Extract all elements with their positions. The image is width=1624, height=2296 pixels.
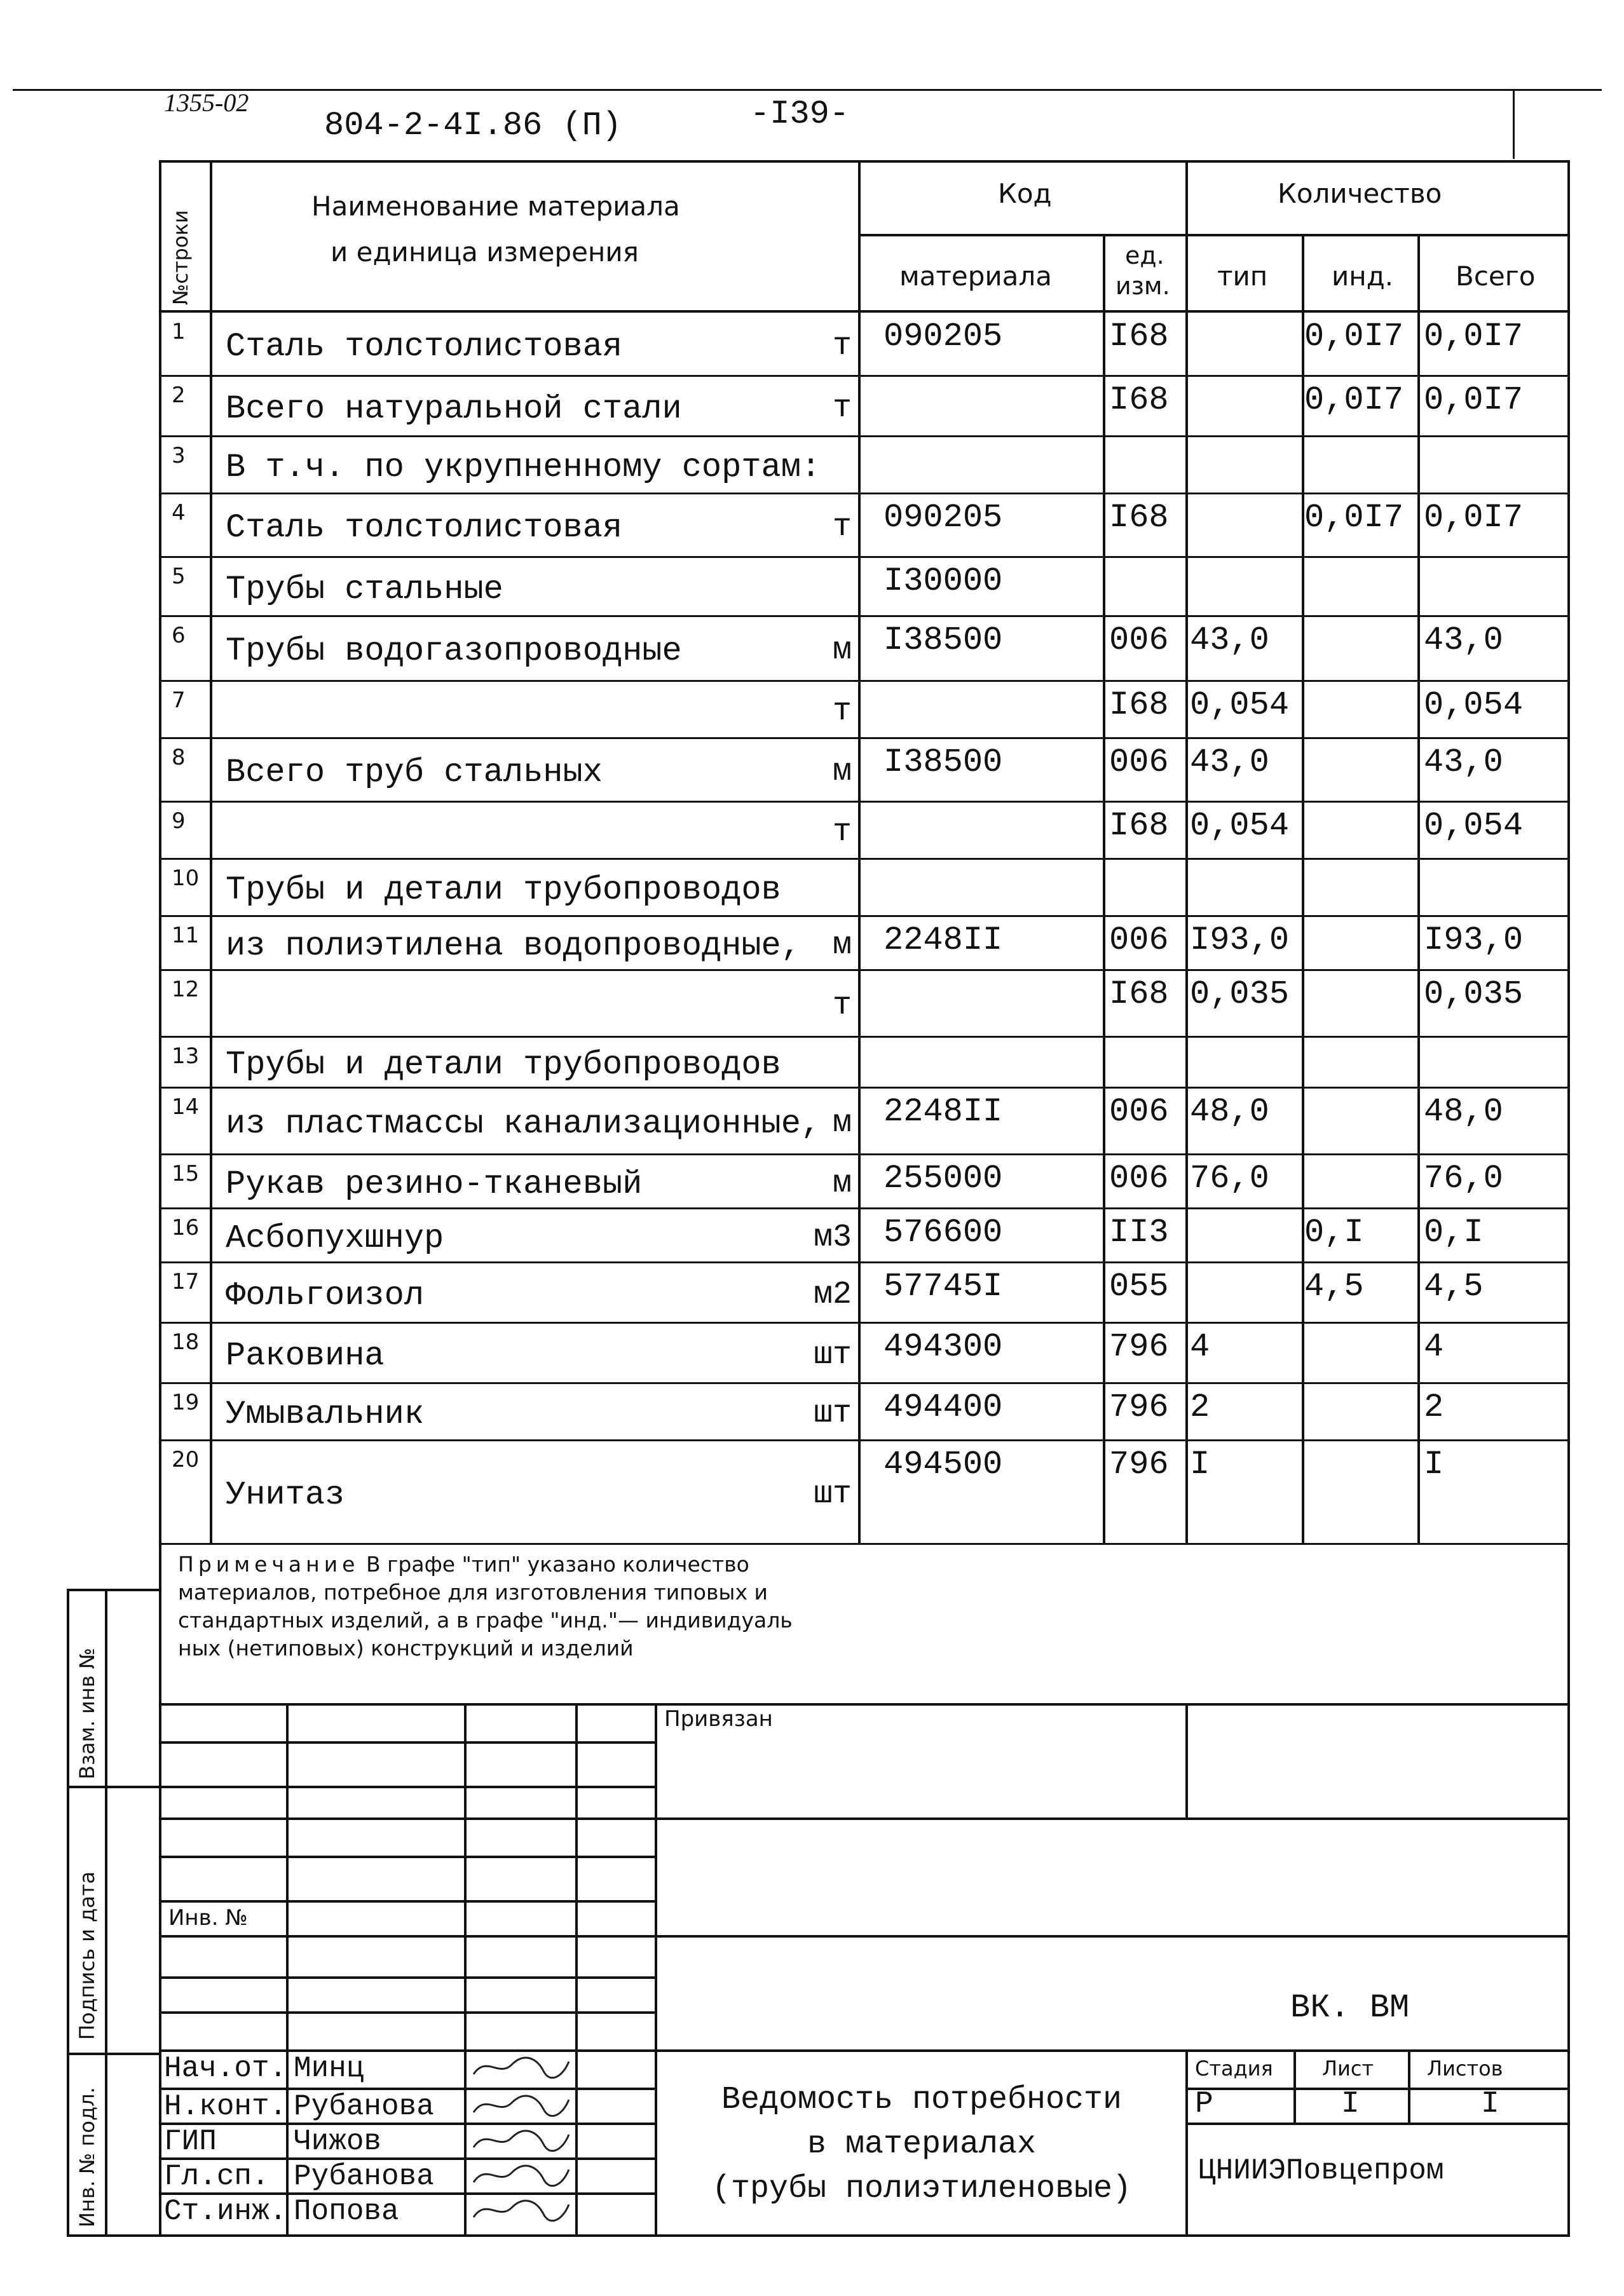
row-unit: м xyxy=(832,632,852,669)
row-name: Трубы водогазопроводные xyxy=(226,632,682,670)
row-code: 2248II xyxy=(884,921,1003,959)
row-number: 2 xyxy=(172,383,186,408)
row-code: 2248II xyxy=(884,1093,1003,1131)
row-unit: т xyxy=(832,987,852,1024)
header-name-line1: Наименование материала xyxy=(311,191,680,222)
row-divider xyxy=(159,615,1570,617)
handwritten-signature xyxy=(467,2090,575,2122)
row-qty-tip: 4 xyxy=(1190,1328,1210,1366)
side-label-vzam: Взам. инв № xyxy=(75,1647,99,1779)
row-divider xyxy=(159,1087,1570,1089)
row-qty-ind: 0,0I7 xyxy=(1304,318,1404,355)
header-name-line2: и единица измерения xyxy=(331,236,639,268)
row-name: из полиэтилена водопроводные, xyxy=(226,927,801,965)
note-bottom-line xyxy=(159,1703,1570,1706)
row-number: 12 xyxy=(172,977,200,1002)
row-divider xyxy=(159,1543,1570,1545)
row-number: 13 xyxy=(172,1043,200,1069)
row-unit-code: 796 xyxy=(1109,1328,1169,1366)
signature-name: Чижов xyxy=(294,2125,382,2158)
row-number: 17 xyxy=(172,1269,200,1294)
side-strip-line-2 xyxy=(67,2053,161,2055)
header-qty-total: Всего xyxy=(1456,261,1536,292)
row-code: 57745I xyxy=(884,1268,1003,1305)
row-unit-code: 006 xyxy=(1109,1093,1169,1131)
row-name: Рукав резино-тканевый xyxy=(226,1165,643,1203)
header-row-number: №строки xyxy=(168,210,193,305)
row-qty-total: 48,0 xyxy=(1424,1093,1503,1131)
row-qty-tip: 0,054 xyxy=(1190,807,1290,845)
stamp-row-5 xyxy=(159,1900,655,1903)
header-subline xyxy=(858,234,1570,236)
signature-name: Минц xyxy=(294,2052,364,2085)
row-number: 16 xyxy=(172,1215,200,1240)
row-qty-total: 43,0 xyxy=(1424,744,1503,781)
row-number: 15 xyxy=(172,1161,200,1186)
header-code-material: материала xyxy=(899,261,1053,292)
stamp-row-3 xyxy=(159,1817,1570,1820)
row-code: I30000 xyxy=(884,562,1003,600)
row-divider xyxy=(159,1153,1570,1155)
note-line2: материалов, потребное для изготовления типовых и xyxy=(178,1580,768,1605)
row-number: 5 xyxy=(172,564,186,589)
document-title xyxy=(658,2078,1185,2211)
row-qty-tip: 2 xyxy=(1190,1389,1210,1426)
row-divider xyxy=(159,915,1570,917)
row-code: 576600 xyxy=(884,1214,1003,1251)
stamp-row-4 xyxy=(159,1856,655,1858)
row-qty-tip: 0,035 xyxy=(1190,975,1290,1013)
row-divider xyxy=(159,1036,1570,1038)
row-qty-total: 0,0I7 xyxy=(1424,318,1524,355)
row-divider xyxy=(159,680,1570,682)
row-unit-code: 006 xyxy=(1109,921,1169,959)
row-divider xyxy=(159,858,1570,860)
row-unit-code: II3 xyxy=(1109,1214,1169,1251)
row-code: 494300 xyxy=(884,1328,1003,1366)
row-code: 090205 xyxy=(884,499,1003,536)
side-strip-left xyxy=(67,1589,69,2237)
col-num-divider xyxy=(210,160,212,1543)
stamp-col-3 xyxy=(575,1703,578,2234)
page-number: -I39- xyxy=(750,95,850,133)
row-qty-ind: 4,5 xyxy=(1304,1268,1364,1305)
note-lead: Примечание xyxy=(178,1552,360,1577)
row-name: В т.ч. по укрупненному сортам: xyxy=(226,449,821,486)
row-divider xyxy=(159,969,1570,971)
row-qty-total: 0,035 xyxy=(1424,975,1524,1013)
stamp-col-2 xyxy=(464,1703,467,2234)
row-name: Раковина xyxy=(226,1336,385,1375)
row-name: Всего натуральной стали xyxy=(226,390,682,428)
stage-row-line-1 xyxy=(1185,2088,1570,2090)
row-unit: м xyxy=(832,1104,852,1141)
row-name: Трубы и детали трубопроводов xyxy=(226,871,781,909)
signature-name: Рубанова xyxy=(294,2090,434,2123)
row-qty-tip: I xyxy=(1190,1446,1210,1483)
row-qty-total: 0,054 xyxy=(1424,686,1524,724)
stage-value: Р xyxy=(1195,2087,1213,2121)
handwritten-number: 1355-02 xyxy=(164,88,249,117)
row-number: 11 xyxy=(172,923,200,948)
row-qty-tip: 43,0 xyxy=(1190,744,1269,781)
stamp-row-9 xyxy=(159,2049,1570,2052)
row-name: из пластмассы канализационные, xyxy=(226,1104,821,1143)
row-unit: м3 xyxy=(813,1219,852,1256)
row-name: Унитаз xyxy=(226,1476,345,1514)
handwritten-signature xyxy=(467,2052,575,2084)
row-unit: м xyxy=(832,927,852,963)
stamp-left-border xyxy=(159,1543,161,2237)
row-unit-code: 055 xyxy=(1109,1268,1169,1305)
row-unit-code: I68 xyxy=(1109,499,1169,536)
row-number: 4 xyxy=(172,500,186,526)
stamp-row-6 xyxy=(159,1935,1570,1938)
row-number: 20 xyxy=(172,1447,200,1472)
row-unit-code: 796 xyxy=(1109,1389,1169,1426)
row-number: 10 xyxy=(172,866,200,891)
stage-col-1 xyxy=(1293,2049,1296,2123)
side-strip-divider xyxy=(105,1589,107,2237)
row-code: I38500 xyxy=(884,744,1003,781)
row-qty-total: 2 xyxy=(1424,1389,1444,1426)
row-unit: т xyxy=(832,509,852,545)
row-qty-total: 4 xyxy=(1424,1328,1444,1366)
stage-label: Стадия xyxy=(1195,2056,1273,2081)
row-qty-total: 43,0 xyxy=(1424,622,1503,659)
row-unit: т xyxy=(832,693,852,730)
organization: ЦНИИЭПовцепром xyxy=(1198,2154,1444,2187)
row-code: I38500 xyxy=(884,622,1003,659)
row-qty-ind: 0,0I7 xyxy=(1304,499,1404,536)
row-divider xyxy=(159,556,1570,558)
row-unit: т xyxy=(832,390,852,426)
signature-name: Попова xyxy=(294,2195,399,2228)
side-label-inv: Инв. № подл. xyxy=(75,2087,99,2227)
document-mark: ВК. ВМ xyxy=(1290,1989,1410,2027)
row-qty-ind: 0,0I7 xyxy=(1304,381,1404,419)
row-qty-tip: 0,054 xyxy=(1190,686,1290,724)
row-number: 8 xyxy=(172,745,186,770)
top-right-line xyxy=(1513,89,1515,159)
row-qty-ind: 0,I xyxy=(1304,1214,1364,1251)
row-qty-tip: 43,0 xyxy=(1190,622,1269,659)
row-unit: т xyxy=(832,328,852,364)
row-unit: шт xyxy=(813,1476,852,1512)
note-line4: ных (нетиповых) конструкций и изделий xyxy=(178,1636,634,1661)
stage-col-2 xyxy=(1408,2049,1410,2123)
title-line3: (трубы полиэтиленовые) xyxy=(711,2171,1132,2207)
note-block xyxy=(178,1551,1259,1662)
signature-role: ГИП xyxy=(164,2125,217,2158)
col-tip-divider xyxy=(1302,234,1304,1543)
row-unit-code: 006 xyxy=(1109,1160,1169,1197)
signature-name: Рубанова xyxy=(294,2160,434,2193)
row-divider xyxy=(159,1322,1570,1324)
row-divider xyxy=(159,737,1570,739)
row-qty-tip: 48,0 xyxy=(1190,1093,1269,1131)
row-divider xyxy=(159,375,1570,377)
table-right-border xyxy=(1567,160,1570,1543)
side-label-podpis: Подпись и дата xyxy=(75,1871,99,2040)
row-name: Фольгоизол xyxy=(226,1276,425,1314)
row-unit-code: I68 xyxy=(1109,318,1169,355)
stamp-right-border xyxy=(1567,1543,1570,2237)
row-divider xyxy=(159,1261,1570,1263)
col-name-divider xyxy=(858,160,861,1543)
row-number: 9 xyxy=(172,808,186,834)
table-left-border xyxy=(159,160,161,1543)
row-name: Всего труб стальных xyxy=(226,754,603,791)
row-number: 14 xyxy=(172,1094,200,1120)
row-qty-total: 0,I xyxy=(1424,1214,1484,1251)
row-qty-total: 76,0 xyxy=(1424,1160,1503,1197)
row-divider xyxy=(159,801,1570,803)
note-line3: стандартных изделий, а в графе "инд."— индивидуаль xyxy=(178,1608,793,1633)
stamp-col-6 xyxy=(1185,2049,1188,2234)
row-unit-code: I68 xyxy=(1109,807,1169,845)
row-code: 494500 xyxy=(884,1446,1003,1483)
row-unit: м xyxy=(832,754,852,790)
stamp-row-2 xyxy=(159,1786,655,1788)
stamp-row-8 xyxy=(159,2011,655,2014)
stamp-col-1 xyxy=(286,1703,289,2234)
row-name: Трубы стальные xyxy=(226,570,503,608)
row-divider xyxy=(159,1382,1570,1384)
row-unit-code: I68 xyxy=(1109,381,1169,419)
row-code: 255000 xyxy=(884,1160,1003,1197)
row-name: Умывальник xyxy=(226,1396,425,1433)
table-top-border xyxy=(159,160,1570,163)
row-name: Асбопухшнур xyxy=(226,1219,444,1257)
row-number: 1 xyxy=(172,319,186,344)
side-strip-line-1 xyxy=(67,1786,161,1788)
header-bottom-border xyxy=(159,310,1570,313)
row-qty-total: 4,5 xyxy=(1424,1268,1484,1305)
row-number: 6 xyxy=(172,623,186,648)
row-unit-code: I68 xyxy=(1109,686,1169,724)
row-qty-total: 0,054 xyxy=(1424,807,1524,845)
stamp-col-4 xyxy=(655,1703,657,2234)
side-strip-top xyxy=(67,1589,161,1591)
inv-no-label: Инв. № xyxy=(168,1905,248,1931)
header-qty-ind: инд. xyxy=(1332,261,1394,292)
document-code: 804-2-4I.86 (П) xyxy=(324,107,622,144)
header-qty-type: тип xyxy=(1217,261,1268,292)
row-number: 19 xyxy=(172,1390,200,1415)
title-line2: в материалах xyxy=(807,2126,1037,2163)
row-number: 7 xyxy=(172,688,186,713)
stamp-bottom-border xyxy=(67,2234,1570,2237)
row-qty-total: I93,0 xyxy=(1424,921,1524,959)
row-divider xyxy=(159,435,1570,437)
title-line1: Ведомость потребности xyxy=(721,2082,1122,2118)
row-unit-code: 796 xyxy=(1109,1446,1169,1483)
row-unit: шт xyxy=(813,1336,852,1373)
row-divider xyxy=(159,1439,1570,1441)
row-unit-code: 006 xyxy=(1109,622,1169,659)
header-unit-1: ед. xyxy=(1125,241,1164,269)
row-code: 494400 xyxy=(884,1389,1003,1426)
col-unit-divider xyxy=(1185,160,1188,1543)
note-line1: В графе "тип" указано количество xyxy=(359,1552,749,1577)
col-code-divider xyxy=(1103,234,1105,1543)
stamp-row-7 xyxy=(159,1976,655,1979)
row-divider xyxy=(159,1207,1570,1209)
row-qty-total: I xyxy=(1424,1446,1444,1483)
top-border-line xyxy=(13,89,1602,91)
row-qty-total: 0,0I7 xyxy=(1424,499,1524,536)
row-unit: м2 xyxy=(813,1276,852,1313)
header-code: Код xyxy=(998,178,1052,209)
row-name: Трубы и детали трубопроводов xyxy=(226,1046,781,1083)
row-code: 090205 xyxy=(884,318,1003,355)
row-qty-tip: I93,0 xyxy=(1190,921,1290,959)
sheet-value: I xyxy=(1341,2087,1360,2121)
row-qty-total: 0,0I7 xyxy=(1424,381,1524,419)
header-unit-2: изм. xyxy=(1116,272,1170,300)
signature-role: Гл.сп. xyxy=(164,2160,270,2193)
handwritten-signature xyxy=(467,2125,575,2157)
stamp-row-1 xyxy=(159,1741,655,1744)
row-name: Сталь толстолистовая xyxy=(226,328,623,365)
stamp-col-5 xyxy=(1185,1703,1188,1817)
handwritten-signature xyxy=(467,2160,575,2192)
row-unit-code: 006 xyxy=(1109,744,1169,781)
signature-role: Нач.от. xyxy=(164,2052,287,2085)
signature-role: Ст.инж. xyxy=(164,2195,287,2228)
row-divider xyxy=(159,492,1570,494)
row-qty-tip: 76,0 xyxy=(1190,1160,1269,1197)
signature-role: Н.конт. xyxy=(164,2090,287,2123)
row-number: 3 xyxy=(172,443,186,468)
header-quantity: Количество xyxy=(1278,178,1442,209)
sheets-label: Листов xyxy=(1427,2056,1503,2081)
row-name: Сталь толстолистовая xyxy=(226,509,623,547)
handwritten-signature xyxy=(467,2195,575,2227)
row-unit-code: I68 xyxy=(1109,975,1169,1013)
row-unit: шт xyxy=(813,1396,852,1432)
row-number: 18 xyxy=(172,1329,200,1355)
sheets-value: I xyxy=(1481,2087,1499,2121)
row-unit: т xyxy=(832,814,852,850)
row-unit: м xyxy=(832,1165,852,1202)
stage-row-line-2 xyxy=(1185,2123,1570,2125)
sheet-label: Лист xyxy=(1322,2056,1374,2081)
col-ind-divider xyxy=(1417,234,1420,1543)
privyazan-label: Привязан xyxy=(664,1706,773,1732)
